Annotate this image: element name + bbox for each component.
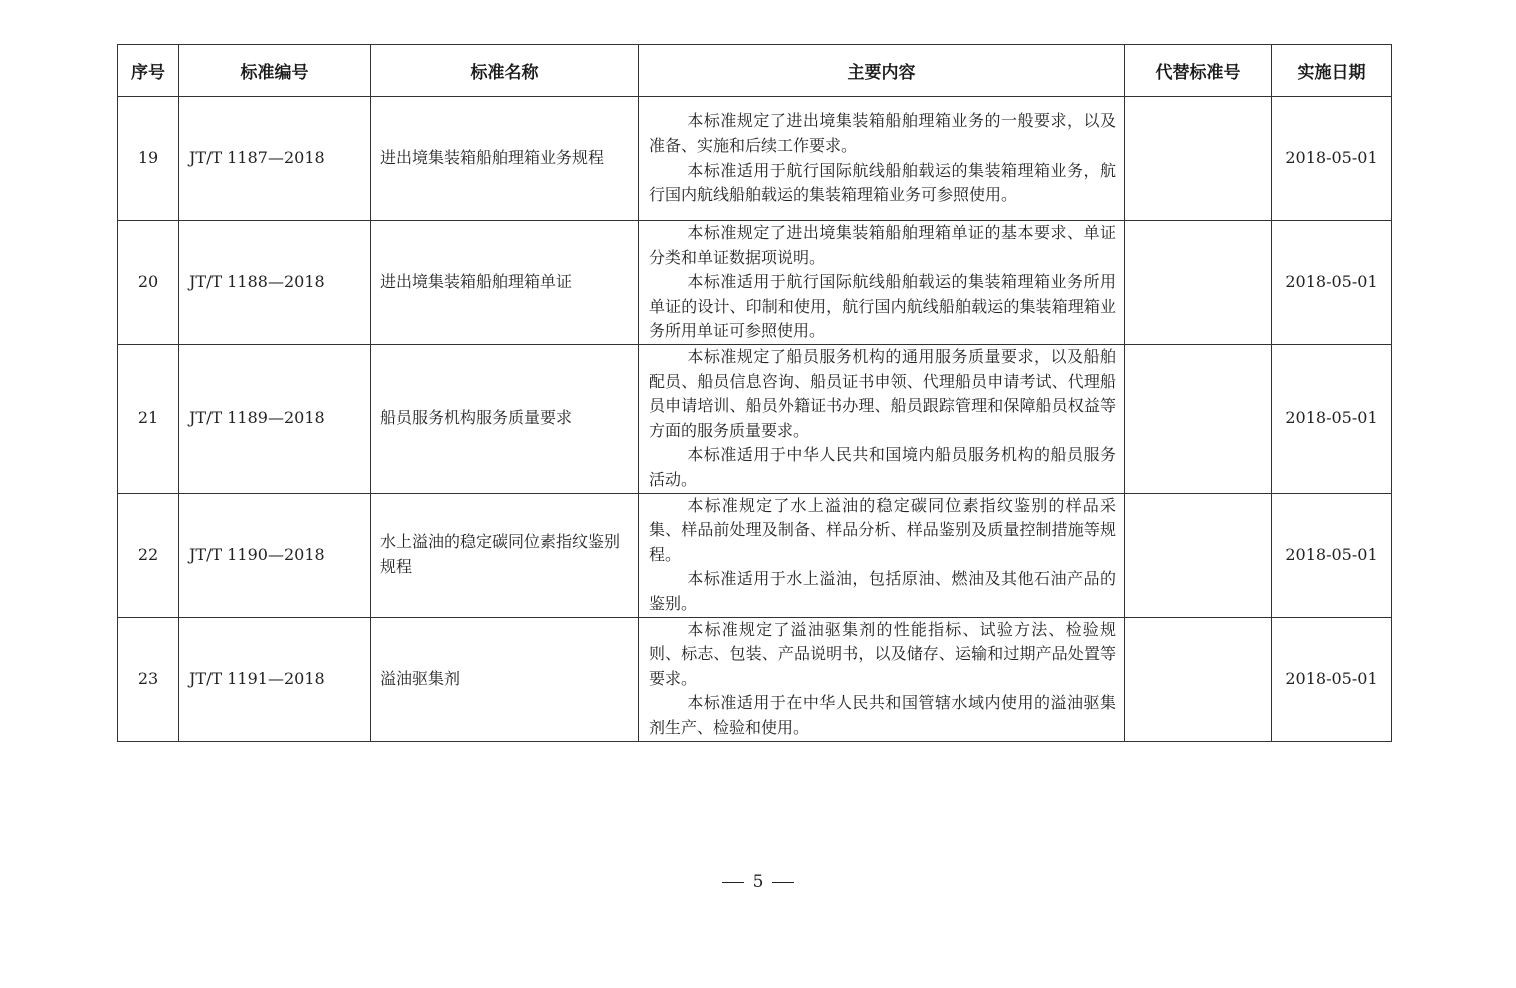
row-implementation-date: 2018-05-01 [1272, 345, 1392, 494]
row-main-content [639, 97, 1125, 221]
content-applicability-paragraph: 本标准适用于在中华人民共和国管辖水域内使用的溢油驱集剂生产、检验和使用。 [649, 693, 1116, 737]
header-code: 标准编号 [179, 45, 371, 97]
row-replaced-standard [1125, 345, 1272, 494]
content-applicability-paragraph: 本标准适用于航行国际航线船舶载运的集装箱理箱业务，航行国内航线船舶载运的集装箱理箱业务可参照使用。 [649, 160, 1116, 205]
row-standard-code: JT/T 1188—2018 [179, 221, 371, 345]
content-scope-paragraph: 本标准规定了溢油驱集剂的性能指标、试验方法、检验规则、标志、包装、产品说明书，以及储存、运输和过期产品处置等要求。 [649, 619, 1116, 688]
row-main-content [639, 493, 1125, 617]
table-row [118, 345, 1392, 494]
content-scope-paragraph: 本标准规定了水上溢油的稳定碳同位素指纹鉴别的样品采集、样品前处理及制备、样品分析、样品鉴别及质量控制措施等规程。 [649, 495, 1116, 564]
row-replaced-standard [1125, 617, 1272, 741]
header-seq: 序号 [118, 45, 179, 97]
table-row [118, 493, 1392, 617]
content-scope-paragraph: 本标准规定了进出境集装箱船舶理箱单证的基本要求、单证分类和单证数据项说明。 [649, 223, 1116, 267]
row-seq: 23 [118, 617, 179, 741]
row-standard-name: 进出境集装箱船舶理箱业务规程 [371, 97, 639, 221]
header-content: 主要内容 [639, 45, 1125, 97]
page-number: 5 [752, 872, 764, 892]
row-seq: 22 [118, 493, 179, 617]
row-seq: 20 [118, 221, 179, 345]
row-main-content [639, 221, 1125, 345]
row-standard-code: JT/T 1190—2018 [179, 493, 371, 617]
row-implementation-date: 2018-05-01 [1272, 617, 1392, 741]
header-name: 标准名称 [371, 45, 639, 97]
content-applicability-paragraph: 本标准适用于航行国际航线船舶载运的集装箱理箱业务所用单证的设计、印制和使用，航行国内航线船舶载运的集装箱理箱业务所用单证可参照使用。 [649, 272, 1116, 341]
row-standard-code: JT/T 1191—2018 [179, 617, 371, 741]
table-header-row [118, 45, 1392, 97]
row-standard-name: 水上溢油的稳定碳同位素指纹鉴别规程 [371, 493, 639, 617]
page-number-right-dash [772, 882, 794, 883]
content-applicability-paragraph: 本标准适用于水上溢油，包括原油、燃油及其他石油产品的鉴别。 [649, 569, 1116, 613]
row-seq: 21 [118, 345, 179, 494]
table-row [118, 221, 1392, 345]
row-replaced-standard [1125, 493, 1272, 617]
row-standard-name: 船员服务机构服务质量要求 [371, 345, 639, 494]
row-implementation-date: 2018-05-01 [1272, 493, 1392, 617]
standards-table [117, 44, 1392, 742]
table-row [118, 617, 1392, 741]
header-replace: 代替标准号 [1125, 45, 1272, 97]
content-scope-paragraph: 本标准规定了进出境集装箱船舶理箱业务的一般要求，以及准备、实施和后续工作要求。 [649, 111, 1116, 155]
row-main-content [639, 345, 1125, 494]
content-scope-paragraph: 本标准规定了船员服务机构的通用服务质量要求，以及船舶配员、船员信息咨询、船员证书申领、代理船员申请考试、代理船员申请培训、船员外籍证书办理、船员跟踪管理和保障船员权益等方面的服务质量要求。 [649, 347, 1116, 440]
table-row [118, 97, 1392, 221]
row-standard-code: JT/T 1187—2018 [179, 97, 371, 221]
row-standard-name: 进出境集装箱船舶理箱单证 [371, 221, 639, 345]
row-standard-name: 溢油驱集剂 [371, 617, 639, 741]
content-applicability-paragraph: 本标准适用于中华人民共和国境内船员服务机构的船员服务活动。 [649, 445, 1116, 489]
header-date: 实施日期 [1272, 45, 1392, 97]
row-replaced-standard [1125, 97, 1272, 221]
row-implementation-date: 2018-05-01 [1272, 221, 1392, 345]
row-replaced-standard [1125, 221, 1272, 345]
row-main-content [639, 617, 1125, 741]
row-implementation-date: 2018-05-01 [1272, 97, 1392, 221]
page-number-left-dash [722, 882, 744, 883]
row-seq: 19 [118, 97, 179, 221]
page-footer [0, 872, 1516, 892]
row-standard-code: JT/T 1189—2018 [179, 345, 371, 494]
